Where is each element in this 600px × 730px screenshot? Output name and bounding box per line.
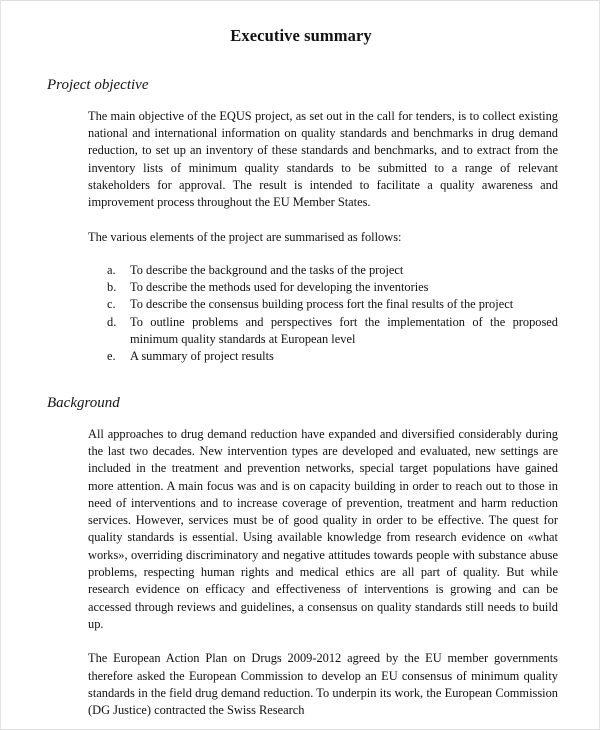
paragraph: All approaches to drug demand reduction have expanded and diversified considerably during the last two decades. New intervention types are developed and evaluated, new settings are included in the treatment and prevention networks, special target populations have gained more attention. A main focus was and is on capacity building in order to reach out to those in need of interventions and to increase coverage of prevention, treatment and harm reduction services. However, services must be of good quality in order to be effective. The quest for quality standards is essential. Using available knowledge from research evidence on «what works», overriding discriminatory and negative attitudes towards people with substance abuse problems, respecting human rights and medical ethics are all part of quality. But while research evidence on efficacy and effectiveness of interventions is growing and can be accessed through reviews and guidelines, a consensus on quality standards still needs to build up. bbox=[88, 426, 558, 631]
page-title: Executive summary bbox=[230, 26, 372, 45]
list-item bbox=[107, 348, 558, 365]
list-item-text: To describe the methods used for developing the inventories bbox=[130, 280, 429, 295]
list-item bbox=[107, 279, 558, 296]
list-marker: e. bbox=[107, 349, 116, 364]
list-marker: d. bbox=[107, 314, 117, 329]
list-item-text: A summary of project results bbox=[130, 349, 274, 364]
list-item-text: To outline problems and perspectives fort the implementation of the proposed minimum quality standards at European level bbox=[130, 314, 558, 347]
list-marker: b. bbox=[107, 280, 117, 295]
lettered-list bbox=[88, 262, 558, 366]
list-item bbox=[107, 296, 558, 313]
list-item bbox=[107, 262, 558, 279]
paragraph: The European Action Plan on Drugs 2009-2012 agreed by the EU member governments therefore asked the European Commission to develop an EU consensus of minimum quality standards in the field drug demand reduction. To underpin its work, the European Commission (DG Justice) contracted the Swiss Research bbox=[88, 651, 558, 718]
section-body-project-objective bbox=[88, 108, 558, 366]
section-heading-background: Background bbox=[47, 394, 120, 411]
section-body-background bbox=[88, 426, 558, 720]
list-item-text: To describe the background and the tasks of the project bbox=[130, 262, 404, 277]
list-item-text: To describe the consensus building process fort the final results of the project bbox=[130, 297, 514, 312]
list-marker: a. bbox=[107, 262, 116, 277]
list-marker: c. bbox=[107, 297, 116, 312]
section-heading-project-objective: Project objective bbox=[47, 76, 149, 93]
paragraph: The various elements of the project are summarised as follows: bbox=[88, 229, 402, 244]
list-item bbox=[107, 314, 558, 349]
paragraph: The main objective of the EQUS project, as set out in the call for tenders, is to collect existing national and international information on quality standards and benchmarks in drug demand reduction, to set up an inventory of these standards and benchmarks, and to extract from the inventory lists of minimum quality standards to be submitted to a range of relevant stakeholders for approval. The result is intended to facilitate a quality awareness and improvement process throughout the EU Member States. bbox=[88, 108, 558, 210]
page-content bbox=[1, 1, 599, 719]
